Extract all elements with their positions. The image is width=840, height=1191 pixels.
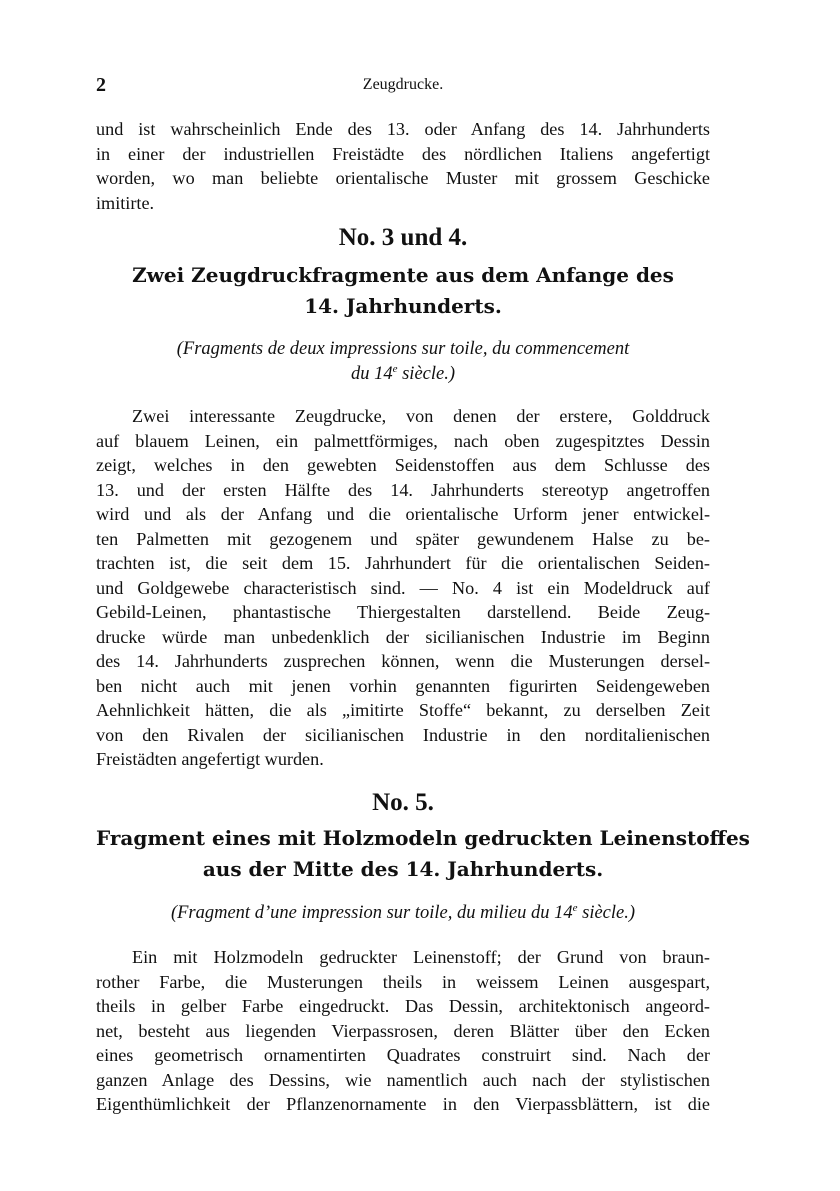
text-line: wird und als der Anfang und die orientalische Urform jener entwickel- bbox=[96, 504, 710, 524]
text-line: theils in gelber Farbe eingedruckt. Das Dessin, architektonisch angeord- bbox=[96, 996, 710, 1016]
text-line: Zwei interessante Zeugdrucke, von denen der erstere, Golddruck bbox=[132, 406, 710, 426]
text-line: Eigenthümlichkeit der Pflanzenornamente in den Vierpassblättern, ist die bbox=[96, 1094, 710, 1114]
subtitle-line: Zwei Zeugdruckfragmente aus dem Anfange des bbox=[132, 263, 674, 287]
body-paragraph-5 bbox=[96, 945, 710, 1117]
text-line: 13. und der ersten Hälfte des 14. Jahrhunderts stereotyp angetroffen bbox=[96, 479, 710, 500]
subtitle-line: Fragment eines mit Holzmodeln gedruckten Leinenstoffes bbox=[96, 826, 750, 850]
text-line: imitirte. bbox=[96, 192, 155, 213]
page-header bbox=[96, 74, 710, 102]
text-line: Gebild-Leinen, phantastische Thiergestalten darstellend. Beide Zeug- bbox=[96, 602, 710, 622]
french-line bbox=[96, 362, 710, 387]
page-number: 2 bbox=[96, 74, 106, 96]
running-title: Zeugdrucke. bbox=[362, 76, 444, 93]
subtitle-line: aus der Mitte des 14. Jahrhunderts. bbox=[202, 857, 604, 881]
section-heading-3-4: No. 3 und 4. bbox=[338, 224, 468, 251]
intro-paragraph bbox=[96, 117, 710, 215]
text-line: Freistädten angefertigt wurden. bbox=[96, 749, 324, 769]
section-subtitle-5 bbox=[96, 823, 750, 885]
superscript: e bbox=[572, 901, 578, 914]
section-heading-5: No. 5. bbox=[372, 789, 434, 816]
text-line: in einer der industriellen Freistädte des nördlichen Italiens angefertigt bbox=[96, 143, 710, 164]
french-line: (Fragments de deux impressions sur toile, du commencement bbox=[176, 339, 630, 359]
french-text: (Fragment d’une impression sur toile, du milieu du 14 bbox=[170, 903, 573, 923]
french-text: du 14 bbox=[350, 363, 393, 384]
superscript: e bbox=[392, 362, 398, 375]
text-line: net, besteht aus liegenden Vierpassrosen, deren Blätter über den Ecken bbox=[96, 1020, 710, 1041]
french-text: siècle.) bbox=[577, 903, 636, 923]
text-line: auf blauem Leinen, ein palmettförmiges, nach oben zugespitztes Dessin bbox=[96, 430, 710, 451]
text-line: ten Palmetten mit gezogenem und später gewundenem Halse zu be- bbox=[96, 528, 710, 549]
body-paragraph-3-4 bbox=[96, 404, 710, 772]
french-text: siècle.) bbox=[397, 363, 456, 384]
french-line bbox=[96, 901, 710, 926]
text-line: des 14. Jahrhunderts zusprechen können, wenn die Musterungen dersel- bbox=[96, 651, 710, 671]
section-subtitle-3-4 bbox=[96, 260, 710, 322]
text-line: trachten ist, die seit dem 15. Jahrhundert für die orientalischen Seiden- bbox=[96, 553, 710, 573]
text-line: eines geometrisch ornamentirten Quadrates construirt sind. Nach der bbox=[96, 1045, 710, 1065]
text-line: Ein mit Holzmodeln gedruckter Leinenstoff; der Grund von braun- bbox=[132, 947, 710, 967]
text-line: Aehnlichkeit hätten, die als „imitirte Stoffe“ bekannt, zu derselben Zeit bbox=[96, 700, 710, 720]
text-line: zeigt, welches in den gewebten Seidenstoffen aus dem Schlusse des bbox=[96, 455, 710, 475]
text-line: und ist wahrscheinlich Ende des 13. oder Anfang des 14. Jahrhunderts bbox=[96, 119, 710, 139]
text-line: ganzen Anlage des Dessins, wie namentlich auch nach der stylistischen bbox=[96, 1069, 710, 1090]
text-line: drucke würde man unbedenklich der sicilianischen Industrie im Beginn bbox=[96, 626, 710, 647]
text-line: und Goldgewebe characteristisch sind. — No. 4 ist ein Modeldruck auf bbox=[96, 577, 710, 598]
subtitle-line: 14. Jahrhunderts. bbox=[304, 294, 502, 318]
french-subtitle-3-4 bbox=[96, 337, 710, 386]
text-line: rother Farbe, die Musterungen theils in weissem Leinen ausgespart, bbox=[96, 971, 710, 992]
text-line: von den Rivalen der sicilianischen Industrie in den norditalienischen bbox=[96, 724, 710, 745]
text-line: worden, wo man beliebte orientalische Muster mit grossem Geschicke bbox=[96, 168, 710, 188]
french-subtitle-5 bbox=[96, 901, 710, 926]
text-line: ben nicht auch mit jenen vorhin genannten figurirten Seidengeweben bbox=[96, 675, 710, 696]
